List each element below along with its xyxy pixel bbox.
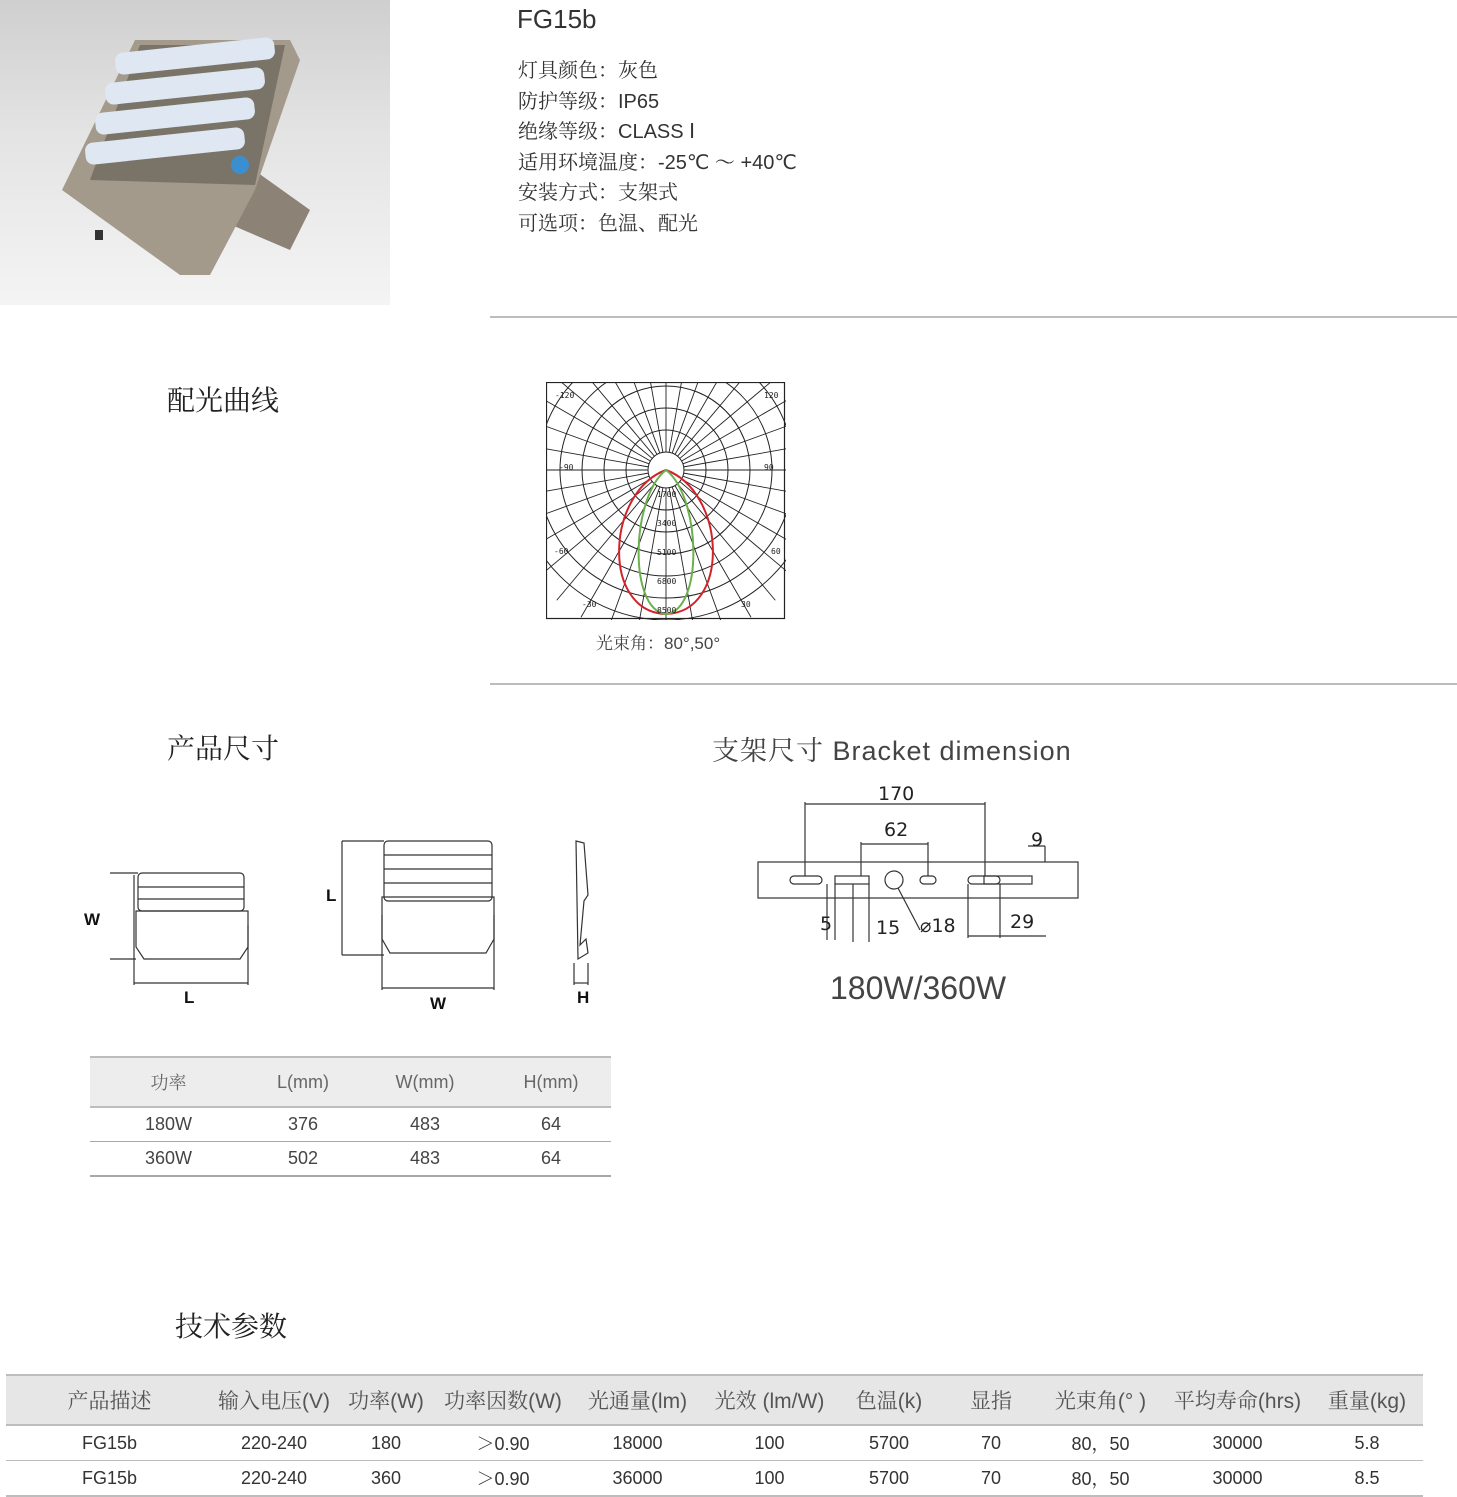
table-row [6,1461,1423,1497]
angle-label: 30 [741,600,751,609]
header-cell: 平均寿命(hrs) [1164,1375,1311,1425]
table-cell: 64 [491,1142,611,1177]
dim-62: 62 [884,819,909,841]
table-cell: 36000 [569,1461,706,1497]
table-cell: 100 [706,1425,833,1461]
spec-color: 灯具颜色：灰色 [518,60,658,82]
header-cell: H(mm) [491,1057,611,1107]
table-cell: ＞0.90 [437,1425,569,1461]
table-cell: 70 [945,1461,1037,1497]
dimensions-table [90,1056,611,1177]
table-cell: FG15b [6,1461,213,1497]
table-cell: FG15b [6,1425,213,1461]
table-cell: 70 [945,1425,1037,1461]
bracket-drawing [750,780,1090,945]
header-cell: 光效 (lm/W) [706,1375,833,1425]
table-cell: 5.8 [1311,1425,1423,1461]
length-label: L [184,988,195,1007]
spec-temperature: 适用环境温度：-25℃ ～ +40℃ [518,151,797,174]
divider [490,316,1457,318]
header-cell: 显指 [945,1375,1037,1425]
spec-list [518,56,797,239]
ring-label: 8500 [657,606,677,615]
table-cell: 18000 [569,1425,706,1461]
ring-label: 1700 [657,490,677,499]
dim-5: 5 [820,913,833,935]
model-title: FG15b [517,4,597,34]
table-cell: 30000 [1164,1425,1311,1461]
spec-installation: 安装方式：支架式 [518,182,678,204]
header-cell: 功率 [90,1057,247,1107]
table-cell: 180 [335,1425,437,1461]
light-curve-title: 配光曲线 [167,385,280,416]
header-cell: 重量(kg) [1311,1375,1423,1425]
spec-insulation: 绝缘等级：CLASS Ⅰ [518,121,696,143]
width-label: W [430,994,447,1013]
angle-label: -90 [559,463,574,472]
dim-15: 15 [876,917,901,939]
angle-label: -60 [554,547,569,556]
length-label: L [326,886,337,905]
table-header-row [6,1375,1423,1425]
bracket-title: 支架尺寸 Bracket dimension [712,736,1072,766]
header-cell: 功率(W) [335,1375,437,1425]
table-cell: 5700 [833,1425,945,1461]
table-cell: 360W [90,1142,247,1177]
table-cell: 483 [359,1107,491,1142]
table-cell: 220-240 [213,1425,335,1461]
angle-label: 120 [764,391,779,400]
angle-label: -120 [555,391,575,400]
table-cell: 5700 [833,1461,945,1497]
table-cell: ＞0.90 [437,1461,569,1497]
floodlight-image [0,0,390,305]
polar-diagram [546,382,786,620]
dim-9: 9 [1031,829,1044,851]
dim-170: 170 [878,783,915,805]
table-cell: 80，50 [1037,1461,1164,1497]
table-cell: 502 [247,1142,359,1177]
spec-options: 可选项：色温、配光 [518,212,698,235]
dim-29: 29 [1010,911,1035,933]
table-cell: 220-240 [213,1461,335,1497]
technical-table [6,1374,1423,1497]
angle-label: 60 [771,547,781,556]
table-cell: 100 [706,1461,833,1497]
table-cell: 8.5 [1311,1461,1423,1497]
bracket-wattage: 180W/360W [830,970,1007,1006]
header-cell: 光通量(lm) [569,1375,706,1425]
table-cell: 80，50 [1037,1425,1164,1461]
header-cell: 输入电压(V) [213,1375,335,1425]
header-cell: W(mm) [359,1057,491,1107]
ring-label: 6800 [657,577,677,586]
divider [490,683,1457,685]
angle-label: -30 [582,600,597,609]
header-cell: 功率因数(W) [437,1375,569,1425]
height-label: H [577,988,590,1007]
table-cell: 360 [335,1461,437,1497]
table-cell: 483 [359,1142,491,1177]
table-cell: 30000 [1164,1461,1311,1497]
table-row [90,1142,611,1177]
ring-label: 5100 [657,548,677,557]
product-photo [0,0,390,305]
dimension-drawings [80,835,620,1020]
dim-18: ⌀18 [920,915,956,937]
angle-label: 90 [764,463,774,472]
technical-title: 技术参数 [175,1311,288,1342]
table-cell: 180W [90,1107,247,1142]
dimensions-title: 产品尺寸 [167,733,280,764]
table-row [6,1425,1423,1461]
table-cell: 64 [491,1107,611,1142]
width-label: W [84,910,101,929]
table-cell: 376 [247,1107,359,1142]
ring-label: 3400 [657,519,677,528]
spec-protection: 防护等级：IP65 [518,90,660,113]
beam-angle-caption: 光束角：80°,50° [596,634,721,653]
header-cell: 产品描述 [6,1375,213,1425]
header-cell: 色温(k) [833,1375,945,1425]
header-cell: L(mm) [247,1057,359,1107]
table-header-row [90,1057,611,1107]
header-cell: 光束角(° ) [1037,1375,1164,1425]
table-row [90,1107,611,1142]
